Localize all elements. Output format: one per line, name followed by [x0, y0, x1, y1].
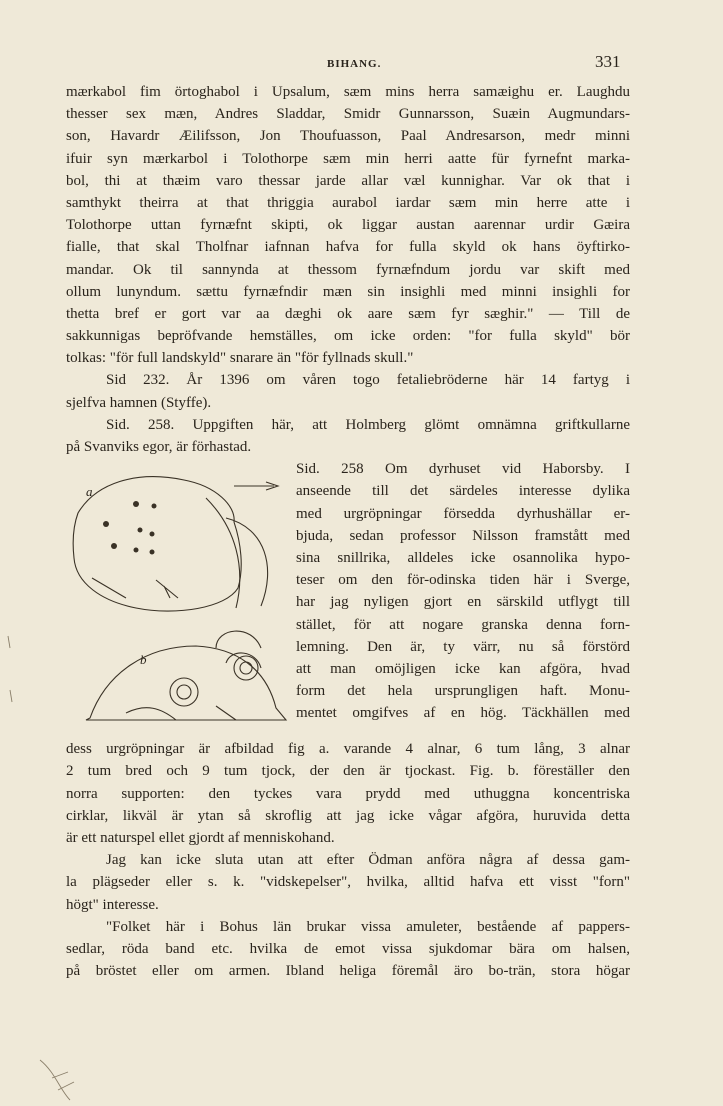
support-stone-outline [86, 646, 286, 720]
text-line: "Folket här i Bohus län brukar vissa amuleter, bestående af pappers- [106, 918, 630, 935]
text-line: norra supporten: den tyckes vara prydd med uthuggna koncentriska [66, 785, 630, 802]
text-line: lemning. Den är, ty värr, nu så förstörd [296, 638, 630, 655]
text-line: högt" interesse. [66, 896, 159, 913]
text-line: form det hela ursprungligen haft. Monu- [296, 683, 630, 700]
text-line: tolkas: "för full landskyld" snarare än "för fyllnads skull." [66, 350, 414, 367]
text-line: Sid. 258. Uppgiften här, att Holmberg glömt omnämna griftkullarne [106, 416, 630, 433]
figure-label-a: a [86, 484, 93, 500]
text-line: har jag nyligen gjort en särskild utflygt till [296, 594, 630, 611]
text-line: la plägseder eller s. k. "vidskepelser", hvilka, alltid hafva ett visst "forn" [66, 874, 630, 891]
cap-stone-outline [73, 477, 241, 611]
text-line: cirklar, likväl är ytan så skroflig att jag icke vågar afgöra, huruvida detta [66, 807, 630, 824]
text-line: mentet omgifves af en hög. Täckhällen med [296, 705, 630, 722]
text-line: 2 tum bred och 9 tum tjock, der den är tjockast. Fig. b. föreställer den [66, 763, 630, 780]
text-line: anseende till det särdeles interesse dylika [296, 483, 630, 500]
dolmen-figure [66, 458, 296, 738]
text-line: stället, för att nogare granska denna forn- [296, 616, 630, 633]
text-line: bjuda, sedan professor Nilsson framstått med [296, 527, 630, 544]
wrapped-text-column [296, 458, 630, 738]
text-line: ifuir syn mærkarbol i Tolothorpe sæm min herri aatte für fyrnefnt marka- [66, 150, 630, 167]
text-line: samthykt theirra at that thriggia aurabol iardar sæm min herre atte i [66, 194, 630, 211]
carved-ring [234, 656, 258, 680]
cup-mark [111, 543, 117, 549]
text-line: sjelfva hamnen (Styffe). [66, 394, 212, 411]
cup-mark [134, 548, 139, 553]
text-line: Tolothorpe uttan fyrnæfnt skipti, ok liggar austan aarennar urdir Gæira [66, 217, 630, 234]
carved-ring [170, 678, 198, 706]
text-line: sakkunnigas bepröfvande hemställes, om icke orden: "for fulla skyld" bör [66, 328, 630, 345]
cup-mark [103, 521, 109, 527]
text-line: bol, thi at thæim varo thessar jarde allar væl kunnighar. Var ok that i [66, 172, 630, 189]
text-line: teser om den för-odinska tiden här i Sverge, [296, 572, 630, 589]
running-head [0, 52, 723, 78]
cup-mark [133, 501, 139, 507]
figure-row [66, 458, 630, 738]
text-line: ollum lunyndum. sættu fyrnæfndir mæn sin insighli med minni insighli for [66, 283, 630, 300]
cup-mark [150, 532, 155, 537]
text-line: på Svanviks egor, är förhastad. [66, 439, 252, 455]
cap-stone-edge [226, 518, 268, 606]
text-line: Jag kan icke sluta utan att efter Ödman anföra några af dessa gam- [106, 852, 630, 869]
text-line: sina snillrika, alldeles icke osannolika hypo- [296, 549, 630, 566]
text-line: dess urgröpningar är afbildad fig a. varande 4 alnar, 6 tum lång, 3 alnar [66, 741, 630, 758]
figure-label-b: b [140, 652, 147, 668]
page-number: 331 [595, 52, 621, 71]
cup-mark [152, 504, 157, 509]
text-line: Sid 232. År 1396 om våren togo fetaliebröderne här 14 fartyg i [106, 372, 630, 389]
text-line: på bröstet eller om armen. Ibland heliga föremål äro bo-trän, stora högar [66, 963, 630, 980]
text-line: sedlar, röda band etc. hvilka de emot vissa sjukdomar bära om halsen, [66, 940, 630, 957]
text-line: att man omöjligen icke kan afgöra, hvad [296, 660, 630, 677]
text-line: fialle, that skal Tholfnar iafnnan hafva for fulla skyld ok hans öyftirko- [66, 239, 630, 256]
page-body [66, 81, 630, 982]
text-line: mandar. Ok til sannynda at thessom fyrnæfndum jordu var skift med [66, 261, 630, 278]
text-line: thetta bref er gort var aa dæghi ok aare sæm fyr sæghir." — Till de [66, 305, 630, 322]
cup-mark [150, 550, 155, 555]
text-line: är ett naturspel ellet gjordt af menniskohand. [66, 829, 335, 846]
text-line: med urgröpningar försedda dyrhushällar er- [296, 505, 630, 522]
text-line: Sid. 258 Om dyrhuset vid Haborsby. I [296, 461, 630, 478]
running-head-title: BIHANG. [327, 58, 382, 70]
text-line: mærkabol fim örtoghabol i Upsalum, sæm mins herra samæighu er. Laughdu [66, 84, 630, 100]
text-line: son, Havardr Æilifsson, Jon Thoufuasson, Paal Andresarson, medr minni [66, 128, 630, 145]
dolmen-illustration [66, 458, 296, 728]
cup-mark [138, 528, 143, 533]
cap-stone-side [206, 498, 240, 608]
text-line: thesser sex mæn, Andres Sladdar, Smidr Gunnarsson, Suæin Augmundars- [66, 106, 630, 123]
